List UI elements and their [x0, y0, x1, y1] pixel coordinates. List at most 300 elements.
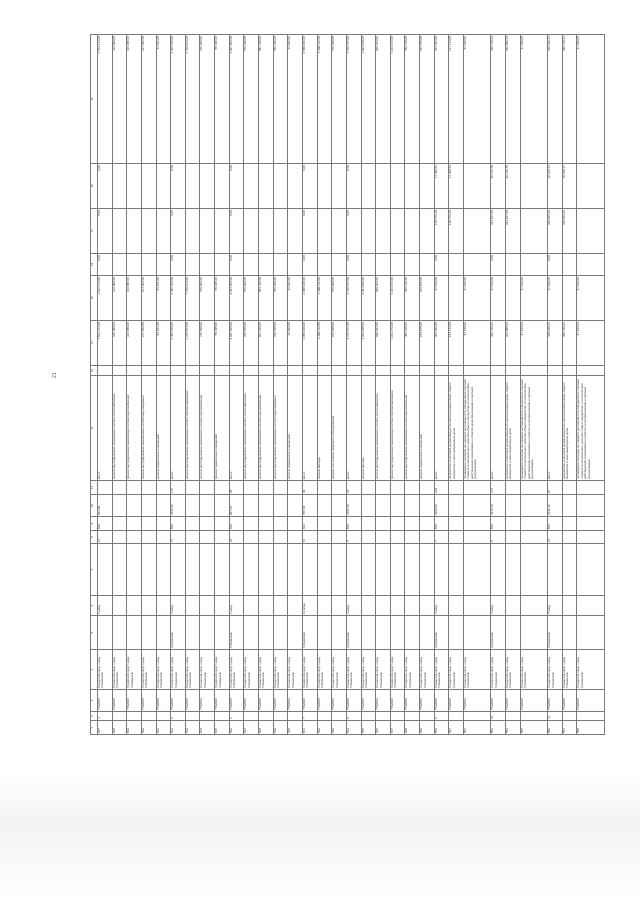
table-cell — [259, 164, 274, 209]
table-cell: 836 — [229, 721, 244, 735]
table-cell — [420, 531, 435, 544]
table-cell — [420, 517, 435, 531]
table-cell — [273, 544, 288, 596]
table-cell: 1 233 172,00 — [390, 321, 405, 366]
table-cell — [273, 481, 288, 495]
table-cell — [141, 254, 156, 276]
table-row — [464, 35, 491, 735]
scan-bottom-shadow — [0, 770, 640, 905]
table-cell: 1402,70 — [346, 495, 361, 517]
table-cell — [185, 254, 200, 276]
table-cell — [361, 712, 376, 721]
table-cell — [390, 495, 405, 517]
table-cell — [200, 209, 215, 254]
table-cell — [141, 544, 156, 596]
table-cell — [259, 366, 274, 376]
table-cell — [273, 366, 288, 376]
table-cell: Губкинский — [548, 616, 563, 650]
table-cell: 0,00 — [548, 254, 563, 276]
table-row — [98, 35, 113, 735]
table-cell — [346, 366, 361, 376]
table-cell: 2 004 838,00 — [361, 321, 376, 366]
table-cell — [577, 596, 605, 616]
table-cell — [98, 616, 113, 650]
table-cell: Городской округ город Губкинский — [332, 650, 347, 690]
table-cell — [288, 164, 303, 209]
table-cell — [215, 254, 230, 276]
table-cell: 420 379,62 — [491, 35, 506, 164]
column-number-header: 7 — [91, 544, 98, 596]
table-cell: ремонт фасада — [317, 376, 332, 481]
table-cell: 11 399,51 — [449, 164, 464, 209]
table-cell: 2 406 709,00 — [171, 276, 186, 321]
table-cell — [127, 531, 142, 544]
table-cell — [288, 366, 303, 376]
table-cell — [390, 712, 405, 721]
table-row — [185, 35, 200, 735]
table-cell — [185, 712, 200, 721]
table-cell — [185, 366, 200, 376]
table-cell — [449, 254, 464, 276]
table-cell — [229, 366, 244, 376]
table-cell: 849 — [420, 721, 435, 735]
table-cell: 135 772,49 — [434, 209, 449, 254]
table-cell: 380 739,41 — [562, 35, 577, 164]
table-cell: 17 — [171, 531, 186, 544]
table-cell: 438 229,41 — [548, 321, 563, 366]
table-cell: 1 512 173,00 — [98, 35, 113, 164]
table-cell — [112, 495, 127, 517]
table-cell — [376, 209, 391, 254]
table-cell — [332, 712, 347, 721]
table-cell — [506, 616, 521, 650]
table-cell: Городской округ город Губкинский — [302, 650, 317, 690]
table-cell — [127, 517, 142, 531]
table-cell — [405, 531, 420, 544]
table-cell — [449, 712, 464, 721]
table-cell: 362 889,62 — [506, 35, 521, 164]
table-cell — [577, 544, 605, 596]
table-cell — [506, 495, 521, 517]
table-cell — [112, 254, 127, 276]
table-cell — [361, 616, 376, 650]
table-cell — [491, 366, 506, 376]
table-cell — [317, 544, 332, 596]
table-cell — [562, 517, 577, 531]
table-cell: 183 875,00 — [420, 321, 435, 366]
table-cell: Городской округ город Губкинский — [390, 650, 405, 690]
table-cell: Городской округ город Губкинский — [171, 650, 186, 690]
table-cell: 57 490,00 — [520, 276, 547, 321]
table-cell: 24 — [229, 531, 244, 544]
table-cell: 2 406 709,00 — [171, 35, 186, 164]
table-cell — [215, 712, 230, 721]
table-cell — [332, 164, 347, 209]
table-cell: 0,00 — [229, 254, 244, 276]
table-cell: 824,00 — [98, 495, 113, 517]
table-cell: 7792000 — [141, 690, 156, 712]
table-cell — [376, 254, 391, 276]
table-cell: 7792000 — [434, 690, 449, 712]
table-row — [420, 35, 435, 735]
table-cell: 7792000 — [346, 690, 361, 712]
table-cell: 858 — [577, 721, 605, 735]
table-cell: проведение проверки на предмет достоверности определения сметной стоимости капитального ремонта общего имущества и соответствия действующим нормативам в области ценообразования в сметной документации — [464, 376, 491, 481]
table-cell — [288, 712, 303, 721]
table-cell: 170 — [171, 481, 186, 495]
table-cell — [562, 596, 577, 616]
table-cell — [112, 544, 127, 596]
table-cell: ремонт внутридомовых инженерных систем водоснабжения — [200, 376, 215, 481]
table-cell — [464, 164, 491, 209]
table-cell: 7 м/ед. — [548, 596, 563, 616]
table-cell — [317, 209, 332, 254]
table-cell — [215, 596, 230, 616]
table-cell — [112, 164, 127, 209]
table-cell — [506, 481, 521, 495]
table-cell: 61 — [346, 481, 361, 495]
table-cell: 3465,20 — [171, 495, 186, 517]
table-cell — [464, 366, 491, 376]
table-cell — [127, 596, 142, 616]
table-cell — [361, 209, 376, 254]
table-row — [376, 35, 391, 735]
table-cell — [562, 616, 577, 650]
table-cell: 380 739,41 — [562, 321, 577, 366]
table-cell — [577, 254, 605, 276]
table-cell: Городской округ город Губкинский — [491, 650, 506, 690]
table-cell: 670 828,00 — [332, 276, 347, 321]
table-cell — [449, 276, 464, 321]
table-cell — [215, 531, 230, 544]
table-cell — [520, 209, 547, 254]
table-cell: 834 — [200, 721, 215, 735]
table-cell: 420 379,62 — [491, 321, 506, 366]
table-cell: 852 — [464, 721, 491, 735]
table-cell: 7792000 — [244, 690, 259, 712]
table-cell: 1 233 172,00 — [390, 35, 405, 164]
table-cell: всего — [229, 376, 244, 481]
table-cell: Городской округ город Губкинский — [405, 650, 420, 690]
table-cell — [420, 616, 435, 650]
table-cell: 2 867 956,00 — [229, 35, 244, 164]
table-cell: Губкинский — [171, 616, 186, 650]
table-cell: 850 — [434, 721, 449, 735]
table-cell: 841 — [302, 721, 317, 735]
table-cell: Городской округ город Губкинский — [127, 650, 142, 690]
table-cell: 832 — [346, 517, 361, 531]
table-cell — [420, 254, 435, 276]
table-cell — [390, 209, 405, 254]
table-cell — [156, 544, 171, 596]
table-cell: 839 — [229, 517, 244, 531]
table-cell — [244, 254, 259, 276]
table-cell: 42 962,00 — [288, 276, 303, 321]
table-cell: 57 490,00 — [464, 321, 491, 366]
table-cell: 30 915,17 — [562, 164, 577, 209]
table-cell — [156, 517, 171, 531]
table-cell: 57 490,00 — [548, 276, 563, 321]
table-cell — [434, 544, 449, 596]
column-number-header: 4 — [91, 650, 98, 690]
table-header-row — [91, 35, 98, 735]
table-cell: 7792000 — [520, 690, 547, 712]
table-cell — [317, 531, 332, 544]
table-row — [200, 35, 215, 735]
table-cell — [520, 712, 547, 721]
table-cell: 2 058 940,00 — [302, 35, 317, 164]
table-cell: 1 512 173,00 — [98, 276, 113, 321]
table-cell: 450 128,00 — [405, 276, 420, 321]
table-cell: проведение проверки на предмет достоверности определения сметной стоимости капитального ремонта общего имущества и соответствия действующим нормативам в области ценообразования в сметной документации — [577, 376, 605, 481]
table-cell: 57 490,00 — [464, 276, 491, 321]
table-cell — [127, 616, 142, 650]
table-cell — [127, 366, 142, 376]
column-number-header: 8 — [91, 531, 98, 544]
table-cell: ремонт подвальных помещений — [156, 376, 171, 481]
column-number-header: 1 — [91, 721, 98, 735]
table-cell — [405, 366, 420, 376]
table-cell — [390, 366, 405, 376]
table-cell — [215, 517, 230, 531]
table-cell — [200, 164, 215, 209]
table-cell: 760 500,00 — [200, 276, 215, 321]
table-cell — [98, 366, 113, 376]
table-cell: Губкинский — [434, 616, 449, 650]
table-cell: 766 400,00 — [244, 321, 259, 366]
table-cell — [141, 481, 156, 495]
table-cell: 760 500,00 — [200, 35, 215, 164]
table-cell — [259, 531, 274, 544]
table-cell: ремонт внутридомовых инженерных систем электроснабжения — [390, 376, 405, 481]
table-cell: 57 490,00 — [491, 276, 506, 321]
table-cell — [200, 596, 215, 616]
table-cell: Губкинский — [302, 616, 317, 650]
table-cell: 831 — [156, 721, 171, 735]
table-cell: 7792000 — [288, 690, 303, 712]
column-number-header: 10 — [91, 495, 98, 517]
table-cell: ремонт внутридомовых инженерных систем водоснабжения — [127, 376, 142, 481]
table-cell: 890 664,00 — [376, 321, 391, 366]
table-cell — [361, 596, 376, 616]
table-cell: 450 128,00 — [405, 321, 420, 366]
table-cell — [200, 481, 215, 495]
table-cell — [185, 596, 200, 616]
table-cell: 147 172,00 — [449, 321, 464, 366]
table-cell — [577, 712, 605, 721]
table-cell — [506, 366, 521, 376]
table-cell: 839 — [273, 721, 288, 735]
table-cell: 4 762 677,00 — [346, 35, 361, 164]
table-cell: 0,00 — [171, 254, 186, 276]
table-cell: 55 395,00 — [215, 276, 230, 321]
table-cell — [156, 616, 171, 650]
table-row — [127, 35, 142, 735]
table-cell — [127, 254, 142, 276]
table-cell — [244, 712, 259, 721]
column-number-header: 13 — [91, 366, 98, 376]
table-cell: 55 395,00 — [215, 35, 230, 164]
table-cell — [317, 366, 332, 376]
table-cell — [112, 531, 127, 544]
table-cell: 1 370 814,00 — [185, 35, 200, 164]
table-cell — [464, 712, 491, 721]
table-cell: 87 — [548, 481, 563, 495]
table-cell: 1 м/ед. — [98, 596, 113, 616]
table-cell — [215, 544, 230, 596]
table-cell: всего — [171, 376, 186, 481]
table-row — [288, 35, 303, 735]
table-cell — [156, 164, 171, 209]
table-cell: 12 м/ед. — [302, 596, 317, 616]
table-cell — [449, 481, 464, 495]
table-cell — [577, 616, 605, 650]
table-cell: 851 — [449, 721, 464, 735]
table-cell: 0,00 — [98, 254, 113, 276]
table-cell — [332, 596, 347, 616]
table-cell — [577, 481, 605, 495]
table-cell — [562, 495, 577, 517]
table-cell: 857,10 — [229, 495, 244, 517]
table-cell — [376, 481, 391, 495]
table-cell: 176 — [491, 481, 506, 495]
table-cell — [506, 544, 521, 596]
table-cell — [562, 276, 577, 321]
table-cell: Городской округ город Губкинский — [548, 650, 563, 690]
table-cell — [376, 517, 391, 531]
table-cell — [562, 254, 577, 276]
table-cell — [405, 616, 420, 650]
table-cell: 7792000 — [491, 690, 506, 712]
table-cell — [332, 616, 347, 650]
table-cell: 0,00 — [229, 209, 244, 254]
table-cell — [244, 616, 259, 650]
table-cell: 316 980,00 — [112, 321, 127, 366]
table-cell: 11 — [302, 531, 317, 544]
table-row — [141, 35, 156, 735]
table-row — [390, 35, 405, 735]
table-cell: 316 980,00 — [112, 276, 127, 321]
table-cell: 183 875,00 — [420, 276, 435, 321]
table-cell — [185, 481, 200, 495]
table-cell: 7792000 — [302, 690, 317, 712]
table-cell: 7792000 — [405, 690, 420, 712]
table-cell — [577, 495, 605, 517]
table-cell — [259, 596, 274, 616]
table-cell — [361, 366, 376, 376]
table-cell — [244, 596, 259, 616]
table-cell — [376, 531, 391, 544]
table-cell: 7 м/ед. — [171, 596, 186, 616]
table-cell — [244, 495, 259, 517]
table-cell — [215, 164, 230, 209]
table-cell — [127, 495, 142, 517]
table-cell — [288, 481, 303, 495]
table-cell — [98, 481, 113, 495]
table-cell — [200, 495, 215, 517]
table-cell: 57 490,00 — [577, 321, 605, 366]
table-cell: 7792000 — [215, 690, 230, 712]
table-cell: 7792000 — [548, 690, 563, 712]
table-cell: 0,00 — [346, 209, 361, 254]
table-cell — [506, 254, 521, 276]
table-cell — [376, 164, 391, 209]
table-cell: 7 — [434, 531, 449, 544]
table-cell: 342 517,49 — [506, 209, 521, 254]
column-number-header: 12 — [91, 376, 98, 481]
table-cell: 832 — [171, 721, 186, 735]
table-cell — [288, 596, 303, 616]
table-cell: Городской округ город Губкинский — [98, 650, 113, 690]
table-cell: Городской округ город Губкинский — [288, 650, 303, 690]
table-cell: Городской округ город Губкинский — [464, 650, 491, 690]
table-cell — [361, 254, 376, 276]
table-cell — [244, 517, 259, 531]
table-cell: 55 395,00 — [215, 321, 230, 366]
table-cell — [288, 531, 303, 544]
table-cell — [332, 481, 347, 495]
table-cell — [520, 596, 547, 616]
table-cell — [302, 544, 317, 596]
table-cell: 342 517,49 — [491, 209, 506, 254]
table-cell: Городской округ город Губкинский — [434, 650, 449, 690]
table-cell: 7792000 — [200, 690, 215, 712]
table-cell: 11 399,51 — [434, 164, 449, 209]
table-cell: 7792000 — [332, 690, 347, 712]
table-cell: всего — [434, 376, 449, 481]
table-cell: 0,00 — [171, 164, 186, 209]
table-cell: 9 — [434, 712, 449, 721]
table-cell: Городской округ город Губкинский — [200, 650, 215, 690]
table-cell — [562, 544, 577, 596]
table-cell: 1 512 173,00 — [98, 321, 113, 366]
table-cell: 7 — [302, 712, 317, 721]
table-cell: ремонт фасада — [361, 376, 376, 481]
table-cell: 7792000 — [112, 690, 127, 712]
table-cell — [548, 366, 563, 376]
table-cell — [244, 531, 259, 544]
table-cell: Городской округ город Губкинский — [420, 650, 435, 690]
table-cell — [215, 616, 230, 650]
table-cell: 316 980,00 — [127, 321, 142, 366]
table-cell — [390, 517, 405, 531]
table-cell: 57 490,00 — [577, 35, 605, 164]
table-cell: 20 142,78 — [506, 164, 521, 209]
table-cell — [215, 366, 230, 376]
table-cell — [361, 495, 376, 517]
table-cell: 766 400,00 — [244, 35, 259, 164]
table-cell: ремонт внутридомовых инженерных систем теплоснабжения — [112, 376, 127, 481]
table-cell — [141, 164, 156, 209]
table-cell — [317, 712, 332, 721]
table-cell — [361, 164, 376, 209]
table-cell — [273, 164, 288, 209]
table-cell: 316 980,00 — [127, 276, 142, 321]
table-cell — [259, 481, 274, 495]
table-cell — [405, 596, 420, 616]
table-cell: 1 370 814,00 — [185, 276, 200, 321]
table-cell — [520, 616, 547, 650]
table-cell: всего — [302, 376, 317, 481]
table-cell — [112, 596, 127, 616]
table-row — [112, 35, 127, 735]
table-cell: 2 406 709,00 — [171, 321, 186, 366]
table-cell — [185, 616, 200, 650]
table-row — [244, 35, 259, 735]
table-cell — [390, 616, 405, 650]
table-cell: 833 — [491, 517, 506, 531]
table-row — [156, 35, 171, 735]
